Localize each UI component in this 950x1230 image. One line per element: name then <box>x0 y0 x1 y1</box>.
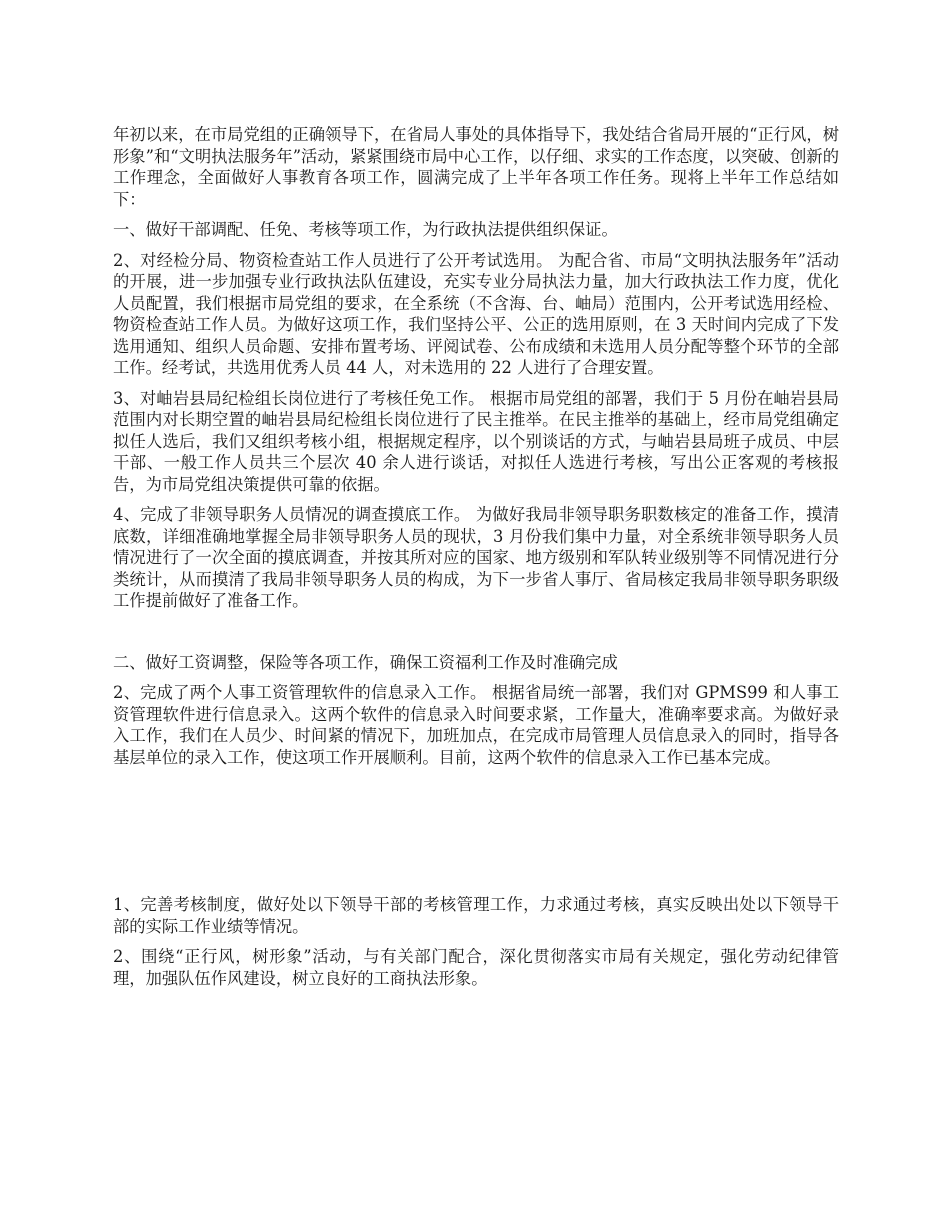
section-two-heading: 二、做好工资调整，保险等各项工作，确保工资福利工作及时准确完成 <box>113 652 618 672</box>
item-non-leadership-survey: 4、完成了非领导职务人员情况的调查摸底工作。 为做好我局非领导职务职数核定的准备工作，摸清底数，详细准确地掌握全局非领导职务人员的现状，3 月份我们集中力量，对全系统非领导职务人员情况进行了一次全面的摸底调查，并按其所对应的国家、地方级别和军队转业级别等不同情况进行分类统计，从而摸清了我局非领导职务人员的构成，为下一步省人事厅、省局核定我局非领导职务职级工作提前做好了准备工作。 <box>113 505 839 610</box>
plan-item-assessment: 1、完善考核制度，做好处以下领导干部的考核管理工作，力求通过考核，真实反映出处以下领导干部的实际工作业绩等情况。 <box>113 895 839 936</box>
section-spacer <box>113 621 839 652</box>
plan-item-conduct: 2、围绕“正行风，树形象”活动，与有关部门配合，深化贯彻落实市局有关规定，强化劳动纪律管理，加强队伍作风建设，树立良好的工商执法形象。 <box>113 947 839 988</box>
item-software-entry: 2、完成了两个人事工资管理软件的信息录入工作。 根据省局统一部署，我们对 GPMS99 和人事工资管理软件进行信息录入。这两个软件的信息录入时间要求紧，工作量大，准确率要求高。为做好录入工作，我们在人员少、时间紧的情况下，加班加点，在完成市局管理人员信息录入的同时，指导各基层单位的录入工作，使这项工作开展顺利。目前，这两个软件的信息录入工作已基本完成。 <box>113 683 839 767</box>
intro-paragraph: 年初以来，在市局党组的正确领导下，在省局人事处的具体指导下，我处结合省局开展的“正行风，树形象”和“文明执法服务年”活动，紧紧围绕市局中心工作，以仔细、求实的工作态度，以突破、创新的工作理念，全面做好人事教育各项工作，圆满完成了上半年各项工作任务。现将上半年工作总结如下： <box>113 125 839 209</box>
item-exam-selection: 2、对经检分局、物资检查站工作人员进行了公开考试选用。 为配合省、市局“文明执法服务年”活动的开展，进一步加强专业行政执法队伍建设，充实专业分局执法力量，加大行政执法工作力度，优化人员配置，我们根据市局党组的要求，在全系统（不含海、台、岫局）范围内，公开考试选用经检、物资检查站工作人员。为做好这项工作，我们坚持公平、公正的选用原则，在 3 天时间内完成了下发选用通知、组织人员命题、安排布置考场、评阅试卷、公布成绩和未选用人员分配等整个环节的全部工作。经考试，共选用优秀人员 44 人，对未选用的 22 人进行了合理安置。 <box>113 250 839 377</box>
document-body <box>113 124 839 998</box>
item-discipline-appointment: 3、对岫岩县局纪检组长岗位进行了考核任免工作。 根据市局党组的部署，我们于 5 月份在岫岩县局范围内对长期空置的岫岩县局纪检组长岗位进行了民主推举。在民主推举的基础上，经市局党组确定拟任人选后，我们又组织考核小组，根据规定程序，以个别谈话的方式，与岫岩县局班子成员、中层干部、一般工作人员共三个层次 40 余人进行谈话，对拟任人选进行考核，写出公正客观的考核报告，为市局党组决策提供可靠的依据。 <box>113 388 839 494</box>
section-one-heading: 一、做好干部调配、任免、考核等项工作，为行政执法提供组织保证。 <box>113 220 618 239</box>
section-spacer <box>113 777 839 894</box>
